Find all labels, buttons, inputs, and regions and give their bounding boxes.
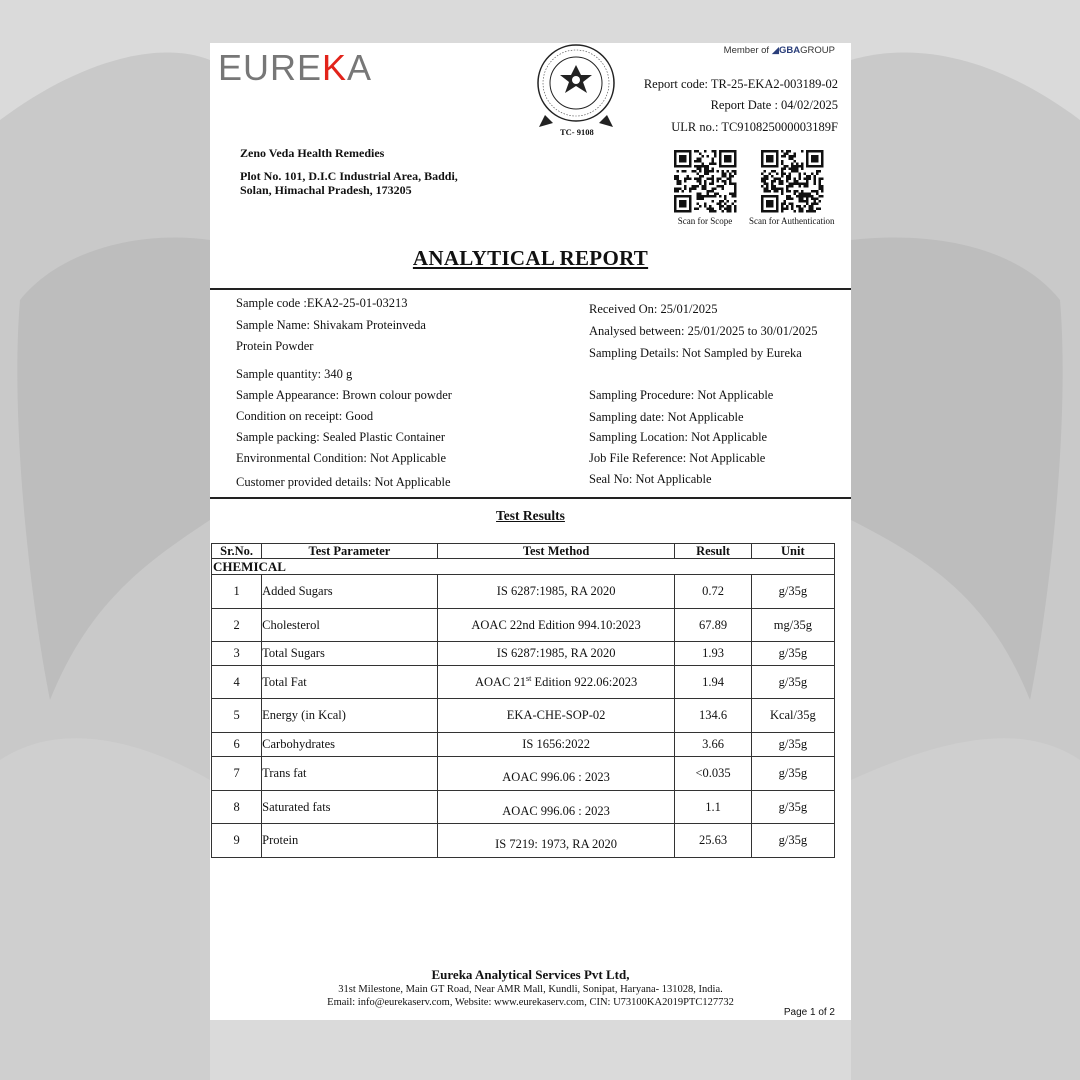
report-code: Report code: TR-25-EKA2-003189-02 (643, 77, 838, 91)
sampling-location: Sampling Location: Not Applicable (589, 430, 768, 444)
sample-name: Sample Name: Shivakam Proteinveda (236, 318, 426, 332)
received-on: Received On: 25/01/2025 (589, 302, 718, 316)
accreditation-seal-icon (531, 43, 621, 129)
column-header: Test Parameter (262, 544, 438, 559)
sampling-date: Sampling date: Not Applicable (589, 410, 744, 424)
scope-qr-code[interactable] (668, 150, 742, 214)
parameter-cell: Total Fat (262, 666, 438, 699)
customer-address-line1: Plot No. 101, D.I.C Industrial Area, Baddi, (240, 169, 458, 183)
section-divider (210, 288, 851, 290)
method-cell: IS 7219: 1973, RA 2020 (437, 824, 675, 858)
sampling-procedure: Sampling Procedure: Not Applicable (589, 388, 774, 402)
result-cell: 3.66 (675, 733, 751, 757)
sample-name-cont: Protein Powder (236, 339, 314, 353)
sample-code: Sample code :EKA2-25-01-03213 (236, 296, 408, 310)
result-cell: 67.89 (675, 609, 751, 642)
table-row (212, 609, 835, 642)
unit-cell: g/35g (751, 824, 834, 858)
column-header: Result (675, 544, 751, 559)
sr-no-cell: 6 (212, 733, 262, 757)
environmental-condition: Environmental Condition: Not Applicable (236, 451, 447, 465)
section-divider (210, 497, 851, 499)
unit-cell: g/35g (751, 733, 834, 757)
seal-number: Seal No: Not Applicable (589, 472, 712, 486)
parameter-cell: Trans fat (262, 757, 438, 791)
unit-cell: g/35g (751, 575, 834, 609)
unit-cell: Kcal/35g (751, 699, 834, 733)
table-row (212, 733, 835, 757)
test-results-table (211, 543, 835, 858)
sr-no-cell: 4 (212, 666, 262, 699)
parameter-cell: Carbohydrates (262, 733, 438, 757)
table-row (212, 824, 835, 858)
condition-on-receipt: Condition on receipt: Good (236, 409, 374, 423)
page-number: Page 1 of 2 (783, 1007, 835, 1018)
customer-provided-details: Customer provided details: Not Applicable (236, 475, 451, 489)
eureka-logo: EUREKA (218, 47, 373, 88)
sr-no-cell: 9 (212, 824, 262, 858)
column-header: Test Method (437, 544, 675, 559)
result-cell: 134.6 (675, 699, 751, 733)
method-cell: EKA-CHE-SOP-02 (437, 699, 675, 733)
authentication-qr-code[interactable] (755, 150, 829, 214)
table-row (212, 666, 835, 699)
sr-no-cell: 7 (212, 757, 262, 791)
column-header: Sr.No. (212, 544, 262, 559)
ulr-number: ULR no.: TC910825000003189F (671, 120, 838, 134)
sample-packing: Sample packing: Sealed Plastic Container (236, 430, 445, 444)
report-title: ANALYTICAL REPORT (412, 246, 649, 270)
footer-contact: Email: info@eurekaserv.com, Website: www.eurekaserv.com, CIN: U73100KA2019PTC127732 (327, 997, 734, 1008)
report-date: Report Date : 04/02/2025 (710, 98, 838, 112)
parameter-cell: Total Sugars (262, 642, 438, 666)
footer-company: Eureka Analytical Services Pvt Ltd, (431, 967, 630, 982)
sr-no-cell: 8 (212, 791, 262, 824)
method-cell: AOAC 22nd Edition 994.10:2023 (437, 609, 675, 642)
footer-address: 31st Milestone, Main GT Road, Near AMR Mall, Kundli, Sonipat, Haryana- 131028, India. (338, 984, 723, 995)
result-cell: 1.1 (675, 791, 751, 824)
sampling-details: Sampling Details: Not Sampled by Eureka (589, 346, 802, 360)
method-cell: IS 6287:1985, RA 2020 (437, 642, 675, 666)
method-cell: IS 1656:2022 (437, 733, 675, 757)
column-header: Unit (751, 544, 834, 559)
test-results-title: Test Results (496, 508, 565, 523)
parameter-cell: Saturated fats (262, 791, 438, 824)
customer-address-line2: Solan, Himachal Pradesh, 173205 (240, 183, 412, 197)
sr-no-cell: 1 (212, 575, 262, 609)
customer-name: Zeno Veda Health Remedies (240, 146, 385, 160)
table-row (212, 642, 835, 666)
method-cell: AOAC 21st Edition 922.06:2023 (437, 666, 675, 699)
result-cell: 1.93 (675, 642, 751, 666)
parameter-cell: Protein (262, 824, 438, 858)
scope-qr-block (668, 150, 742, 226)
result-cell: 1.94 (675, 666, 751, 699)
gba-logo-icon: ◢ (771, 45, 780, 56)
unit-cell: g/35g (751, 791, 834, 824)
job-file-reference: Job File Reference: Not Applicable (589, 451, 766, 465)
sample-quantity: Sample quantity: 340 g (236, 367, 353, 381)
parameter-cell: Cholesterol (262, 609, 438, 642)
unit-cell: mg/35g (751, 609, 834, 642)
report-page (210, 43, 851, 1020)
table-row (212, 791, 835, 824)
table-header-row (212, 544, 835, 559)
analysed-between: Analysed between: 25/01/2025 to 30/01/2025 (589, 324, 818, 338)
method-cell: AOAC 996.06 : 2023 (437, 757, 675, 791)
parameter-cell: Added Sugars (262, 575, 438, 609)
authentication-qr-caption: Scan for Authentication (749, 216, 835, 226)
scope-qr-caption: Scan for Scope (677, 216, 733, 226)
unit-cell: g/35g (751, 642, 834, 666)
sample-appearance: Sample Appearance: Brown colour powder (236, 388, 452, 402)
sr-no-cell: 3 (212, 642, 262, 666)
unit-cell: g/35g (751, 666, 834, 699)
unit-cell: g/35g (751, 757, 834, 791)
table-row (212, 757, 835, 791)
table-row (212, 699, 835, 733)
seal-code: TC- 9108 (560, 127, 594, 137)
result-cell: 25.63 (675, 824, 751, 858)
member-of-gba-badge: Member of ◢GBAGROUP (723, 45, 835, 56)
result-cell: 0.72 (675, 575, 751, 609)
category-row (212, 559, 835, 575)
method-cell: IS 6287:1985, RA 2020 (437, 575, 675, 609)
method-cell: AOAC 996.06 : 2023 (437, 791, 675, 824)
parameter-cell: Energy (in Kcal) (262, 699, 438, 733)
sr-no-cell: 5 (212, 699, 262, 733)
authentication-qr-block (749, 150, 834, 226)
category-label: CHEMICAL (212, 559, 835, 575)
result-cell: <0.035 (675, 757, 751, 791)
table-row (212, 575, 835, 609)
sr-no-cell: 2 (212, 609, 262, 642)
